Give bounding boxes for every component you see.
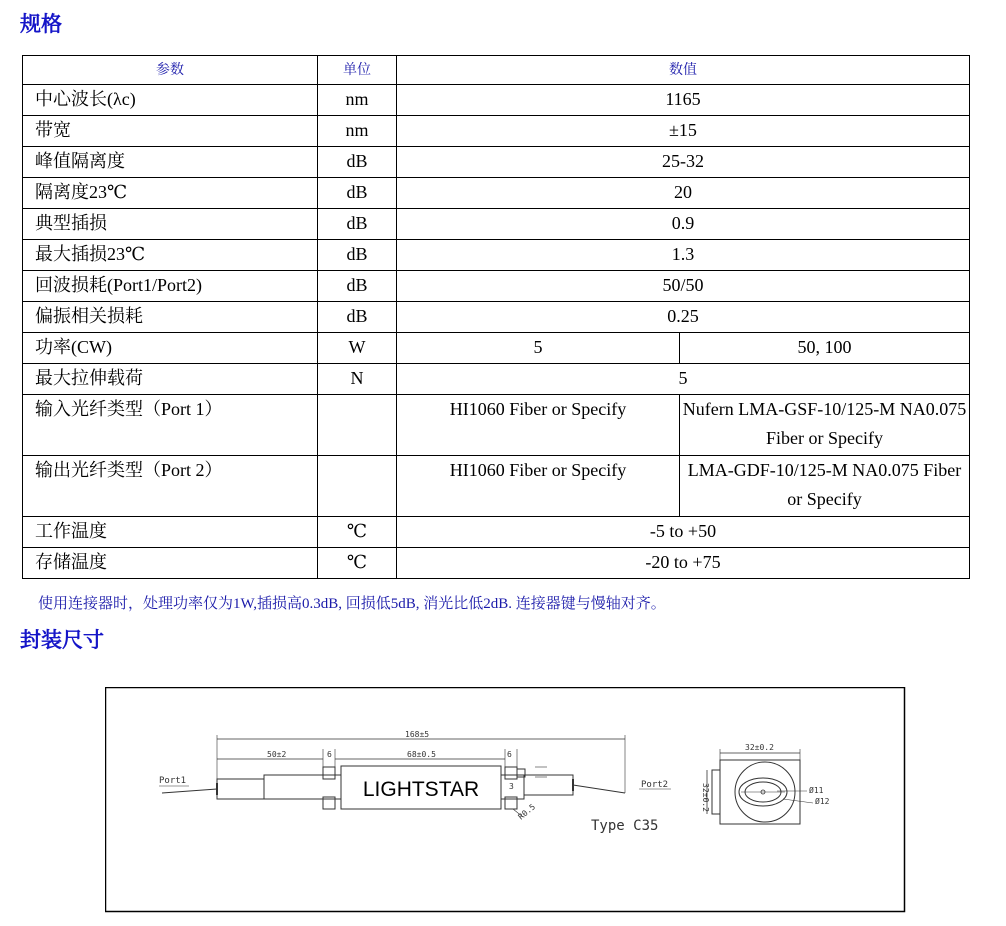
row-unit: dB <box>318 178 397 209</box>
table-row <box>23 456 970 517</box>
spec-table <box>22 55 970 579</box>
table-row <box>23 147 970 178</box>
row-unit: dB <box>318 147 397 178</box>
table-row <box>23 364 970 395</box>
row-param: 最大插损23℃ <box>23 240 318 271</box>
brand-label: LIGHTSTAR <box>362 778 480 801</box>
row-param: 回波损耗(Port1/Port2) <box>23 271 318 302</box>
row-param: 偏振相关损耗 <box>23 302 318 333</box>
row-value: 0.25 <box>397 302 970 333</box>
dim-r: R0.5 <box>516 802 538 822</box>
row-param: 工作温度 <box>23 517 318 548</box>
row-param: 带宽 <box>23 116 318 147</box>
row-unit: N <box>318 364 397 395</box>
row-unit <box>318 395 397 456</box>
row-param: 存储温度 <box>23 548 318 579</box>
row-unit: nm <box>318 116 397 147</box>
header-unit: 单位 <box>318 56 397 85</box>
header-param: 参数 <box>23 56 318 85</box>
row-param: 功率(CW) <box>23 333 318 364</box>
type-label: Type C35 <box>591 818 659 834</box>
row-value: ±15 <box>397 116 970 147</box>
row-param: 输出光纤类型（Port 2） <box>23 456 318 517</box>
row-unit: dB <box>318 240 397 271</box>
table-row <box>23 209 970 240</box>
row-value: -5 to +50 <box>397 517 970 548</box>
dim-d11: Ø11 <box>809 786 824 795</box>
spec-title: 规格 <box>20 12 62 36</box>
row-value: 5 <box>397 364 970 395</box>
row-unit: dB <box>318 302 397 333</box>
row-value: 0.9 <box>397 209 970 240</box>
dimension-title: 封装尺寸 <box>20 628 104 652</box>
dim-6a: 6 <box>327 750 332 759</box>
row-param: 隔离度23℃ <box>23 178 318 209</box>
fiber-right <box>573 785 625 793</box>
table-row <box>23 240 970 271</box>
row-value-a: HI1060 Fiber or Specify <box>397 395 680 456</box>
row-value: 1165 <box>397 85 970 116</box>
row-unit: dB <box>318 271 397 302</box>
row-unit: ℃ <box>318 517 397 548</box>
dim-3: 3 <box>509 782 514 791</box>
table-row <box>23 271 970 302</box>
row-unit: nm <box>318 85 397 116</box>
row-unit: ℃ <box>318 548 397 579</box>
table-row <box>23 116 970 147</box>
header-value: 数值 <box>397 56 970 85</box>
row-value: 50/50 <box>397 271 970 302</box>
dim-6b: 6 <box>507 750 512 759</box>
port1-label: Port1 <box>159 776 187 786</box>
dim-d12: Ø12 <box>815 797 830 806</box>
port2-label: Port2 <box>641 780 669 790</box>
table-row <box>23 333 970 364</box>
table-header <box>23 56 970 85</box>
row-value: 25-32 <box>397 147 970 178</box>
table-row <box>23 517 970 548</box>
table-row <box>23 302 970 333</box>
row-value-b: LMA-GDF-10/125-M NA0.075 Fiber or Specify <box>680 456 970 517</box>
row-param: 峰值隔离度 <box>23 147 318 178</box>
tube-left <box>217 779 264 799</box>
row-param: 最大拉伸载荷 <box>23 364 318 395</box>
row-value: 20 <box>397 178 970 209</box>
connector-note: 使用连接器时，处理功率仅为1W,插损高0.3dB, 回损低5dB, 消光比低2dB. 连接器键与慢轴对齐。 <box>38 596 666 612</box>
row-value-a: HI1060 Fiber or Specify <box>397 456 680 517</box>
dim-side-h: 32±0.2 <box>701 783 710 812</box>
row-param: 中心波长(λc) <box>23 85 318 116</box>
row-unit: dB <box>318 209 397 240</box>
table-row <box>23 548 970 579</box>
row-param: 典型插损 <box>23 209 318 240</box>
table-row <box>23 85 970 116</box>
dim-body: 68±0.5 <box>407 750 436 759</box>
row-value-b: Nufern LMA-GSF-10/125-M NA0.075 Fiber or Specify <box>680 395 970 456</box>
tube-right <box>524 775 573 795</box>
row-unit <box>318 456 397 517</box>
row-value-a: 5 <box>397 333 680 364</box>
dim-left: 50±2 <box>267 750 287 759</box>
dim-side-w: 32±0.2 <box>745 743 774 752</box>
row-value-b: 50, 100 <box>680 333 970 364</box>
dim-total: 168±5 <box>405 730 430 739</box>
table-row <box>23 178 970 209</box>
row-value: 1.3 <box>397 240 970 271</box>
table-row <box>23 395 970 456</box>
row-value: -20 to +75 <box>397 548 970 579</box>
row-param: 输入光纤类型（Port 1） <box>23 395 318 456</box>
fiber-left <box>162 789 217 793</box>
row-unit: W <box>318 333 397 364</box>
package-drawing <box>105 687 906 913</box>
